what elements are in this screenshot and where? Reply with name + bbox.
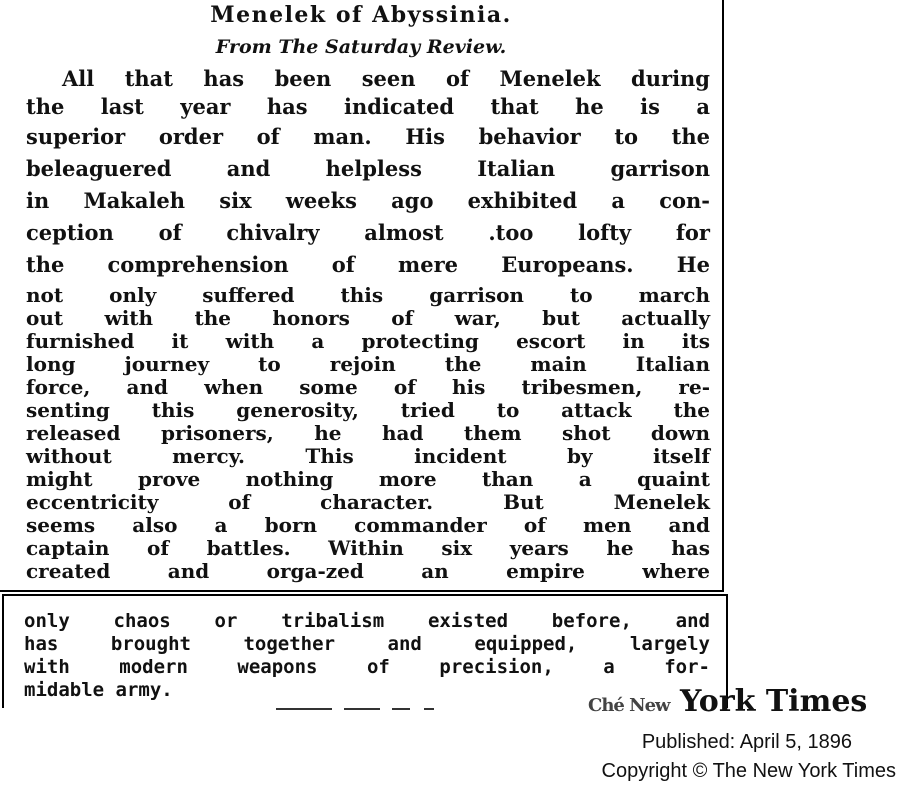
article-line: beleaguered and helpless Italian garrison bbox=[26, 156, 710, 181]
masthead-faded-text: Ché New bbox=[588, 695, 670, 716]
article-line: long journey to rejoin the main Italian bbox=[26, 352, 710, 376]
article-line: the last year has indicated that he is a bbox=[26, 94, 710, 119]
article-line: without mercy. This incident by itself bbox=[26, 444, 710, 468]
published-date: Published: April 5, 1896 bbox=[641, 731, 852, 753]
article-line: captain of battles. Within six years he has bbox=[26, 536, 710, 560]
article-line: ception of chivalry almost .too lofty for bbox=[26, 220, 710, 245]
divider bbox=[276, 708, 332, 710]
article-line: might prove nothing more than a quaint bbox=[26, 467, 710, 491]
article-line: out with the honors of war, but actually bbox=[26, 306, 710, 330]
article-title: Menelek of Abyssinia. bbox=[210, 2, 512, 28]
article-line: the comprehension of mere Europeans. He bbox=[26, 252, 710, 277]
article-line: senting this generosity, tried to attack the bbox=[26, 398, 710, 422]
article-line: created and orga-zed an empire where bbox=[26, 559, 710, 583]
article-line: furnished it with a protecting escort in its bbox=[26, 329, 710, 353]
article-line: All that has been seen of Menelek during bbox=[62, 66, 710, 91]
article-line: with modern weapons of precision, a for- bbox=[24, 656, 710, 678]
article-line: seems also a born commander of men and bbox=[26, 513, 710, 537]
newspaper-masthead-logo bbox=[588, 684, 867, 719]
article-line: in Makaleh six weeks ago exhibited a con- bbox=[26, 188, 710, 213]
article-line: force, and when some of his tribesmen, re- bbox=[26, 375, 710, 399]
article-line: not only suffered this garrison to march bbox=[26, 283, 710, 307]
masthead-text: York Times bbox=[680, 684, 868, 719]
divider bbox=[392, 708, 410, 710]
article-line: only chaos or tribalism existed before, and bbox=[24, 610, 710, 632]
article-subtitle: From The Saturday Review. bbox=[215, 36, 507, 58]
article-line: released prisoners, he had them shot down bbox=[26, 421, 710, 445]
divider bbox=[424, 708, 434, 710]
article-line: eccentricity of character. But Menelek bbox=[26, 490, 710, 514]
article-line: superior order of man. His behavior to the bbox=[26, 124, 710, 149]
divider bbox=[344, 708, 380, 710]
article-line: midable army. bbox=[24, 679, 173, 701]
copyright-notice: Copyright © The New York Times bbox=[601, 760, 896, 782]
article-line: has brought together and equipped, largely bbox=[24, 633, 710, 655]
